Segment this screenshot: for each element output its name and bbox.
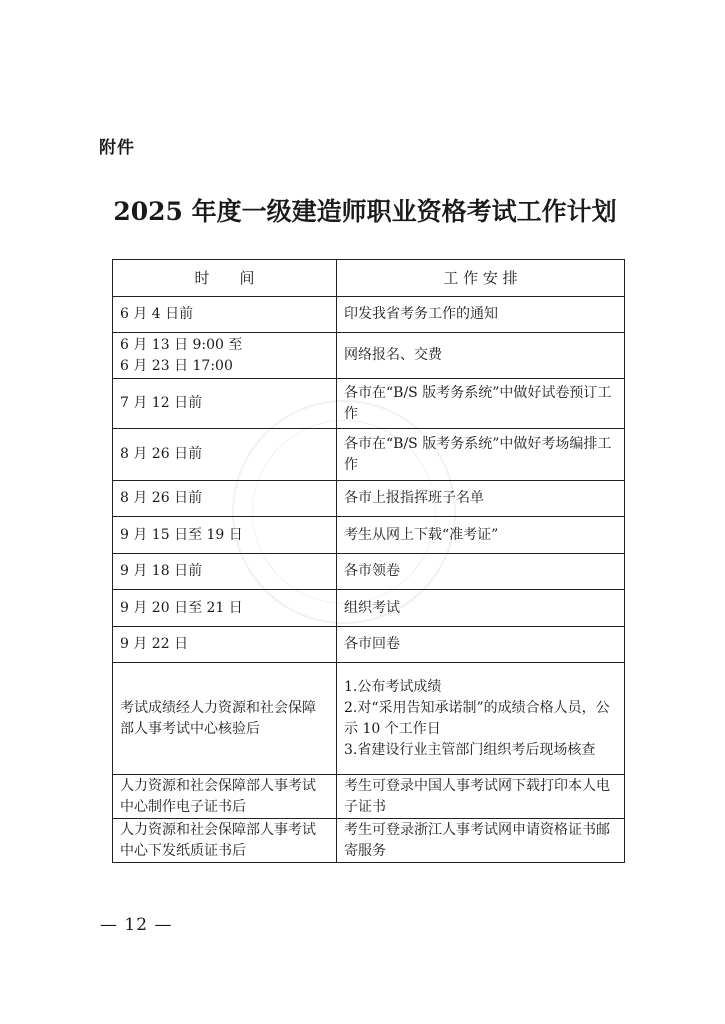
attachment-label: 附件 <box>99 138 135 158</box>
header-time: 时 间 <box>113 260 337 297</box>
time-cell: 9 月 20 日至 21 日 <box>113 590 337 627</box>
time-cell: 8 月 26 日前 <box>113 429 337 481</box>
table-row <box>113 819 625 863</box>
table-row <box>113 379 625 429</box>
task-cell: 各市在“B/S 版考务系统”中做好试卷预订工作 <box>337 379 625 429</box>
task-cell: 各市在“B/S 版考务系统”中做好考场编排工作 <box>337 429 625 481</box>
task-cell: 1.公布考试成绩 2.对“采用告知承诺制”的成绩合格人员，公示 10 个工作日 3.省建设行业主管部门组织考后现场核查 <box>337 663 625 775</box>
table-row <box>113 775 625 819</box>
task-cell: 各市回卷 <box>337 627 625 663</box>
task-cell: 考生可登录中国人事考试网下载打印本人电子证书 <box>337 775 625 819</box>
work-plan-table <box>112 259 625 863</box>
time-cell: 6 月 4 日前 <box>113 297 337 333</box>
table-row <box>113 590 625 627</box>
table-header-row <box>113 260 625 297</box>
task-cell: 考生从网上下载“准考证” <box>337 517 625 554</box>
page-number: — 12 — <box>100 915 173 935</box>
table-row <box>113 517 625 554</box>
table-row <box>113 627 625 663</box>
time-cell: 9 月 22 日 <box>113 627 337 663</box>
time-cell: 6 月 13 日 9:00 至 6 月 23 日 17:00 <box>113 333 337 379</box>
time-cell: 考试成绩经人力资源和社会保障部人事考试中心核验后 <box>113 663 337 775</box>
task-cell: 组织考试 <box>337 590 625 627</box>
table-row <box>113 429 625 481</box>
time-cell: 9 月 15 日至 19 日 <box>113 517 337 554</box>
table-row <box>113 554 625 590</box>
table-row <box>113 481 625 517</box>
table-row <box>113 297 625 333</box>
time-cell: 人力资源和社会保障部人事考试中心下发纸质证书后 <box>113 819 337 863</box>
header-task: 工 作 安 排 <box>337 260 625 297</box>
task-cell: 印发我省考务工作的通知 <box>337 297 625 333</box>
page-title: 2025 年度一级建造师职业资格考试工作计划 <box>113 197 617 226</box>
task-cell: 网络报名、交费 <box>337 333 625 379</box>
table-row <box>113 333 625 379</box>
task-cell: 考生可登录浙江人事考试网申请资格证书邮寄服务 <box>337 819 625 863</box>
task-cell: 各市上报指挥班子名单 <box>337 481 625 517</box>
time-cell: 8 月 26 日前 <box>113 481 337 517</box>
time-cell: 7 月 12 日前 <box>113 379 337 429</box>
time-cell: 人力资源和社会保障部人事考试中心制作电子证书后 <box>113 775 337 819</box>
time-cell: 9 月 18 日前 <box>113 554 337 590</box>
table-row <box>113 663 625 775</box>
task-cell: 各市领卷 <box>337 554 625 590</box>
